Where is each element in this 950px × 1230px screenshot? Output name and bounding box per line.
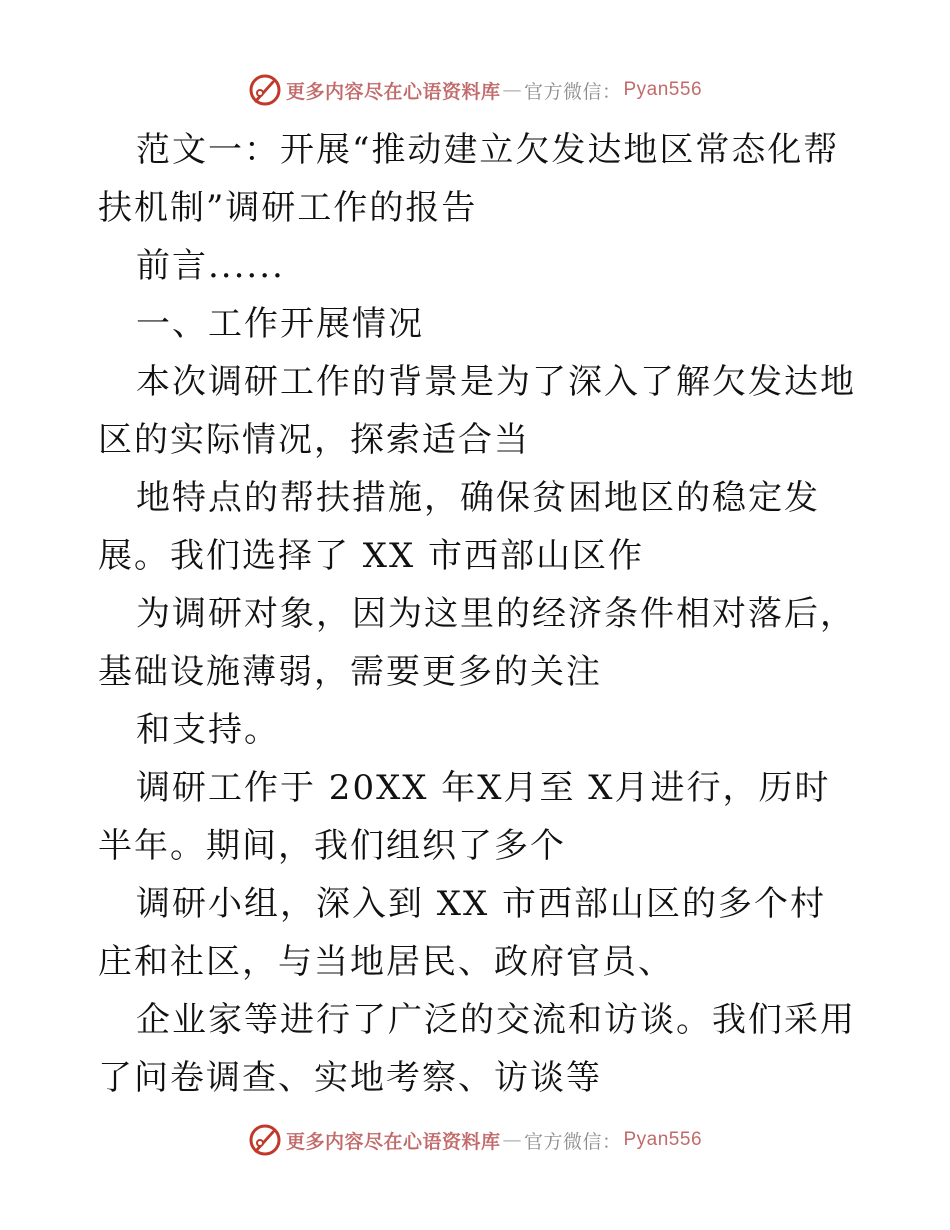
quill-logo-icon (248, 73, 282, 107)
footer-banner-account: Pyan556 (623, 1129, 703, 1150)
paragraph: 地特点的帮扶措施，确保贫困地区的稳定发展。我们选择了 XX 市西部山区作 (98, 478, 820, 576)
footer-banner (0, 1120, 950, 1160)
paragraph: 调研工作于 20XX 年X月至 X月进行，历时半年。期间，我们组织了多个 (98, 768, 831, 866)
paragraph: 调研小组，深入到 XX 市西部山区的多个村庄和社区，与当地居民、政府官员、 (98, 884, 827, 982)
paragraph: 和支持。 (136, 710, 280, 750)
footer-banner-sub: 官方微信： (523, 1130, 622, 1153)
document-title: 范文一：开展“推动建立欠发达地区常态化帮扶机制”调研工作的报告 (98, 130, 840, 228)
paragraph: 为调研对象，因为这里的经济条件相对落后，基础设施薄弱，需要更多的关注 (98, 594, 856, 692)
header-banner-sub: 官方微信： (523, 80, 622, 103)
header-banner (0, 70, 950, 110)
preface: 前言...... (136, 246, 285, 286)
header-banner-main: 更多内容尽在心语资料库 (285, 80, 501, 103)
paragraph: 企业家等进行了广泛的交流和访谈。我们采用了问卷调查、实地考察、访谈等 (98, 1000, 856, 1098)
header-banner-account: Pyan556 (623, 79, 703, 100)
footer-banner-main: 更多内容尽在心语资料库 (285, 1130, 501, 1153)
footer-banner-dash: — (502, 1129, 522, 1151)
section-heading: 一、工作开展情况 (136, 304, 424, 344)
quill-logo-icon (248, 1123, 282, 1157)
header-banner-dash: — (502, 79, 522, 101)
paragraph: 本次调研工作的背景是为了深入了解欠发达地区的实际情况，探索适合当 (98, 362, 856, 460)
document-body (98, 121, 858, 1107)
